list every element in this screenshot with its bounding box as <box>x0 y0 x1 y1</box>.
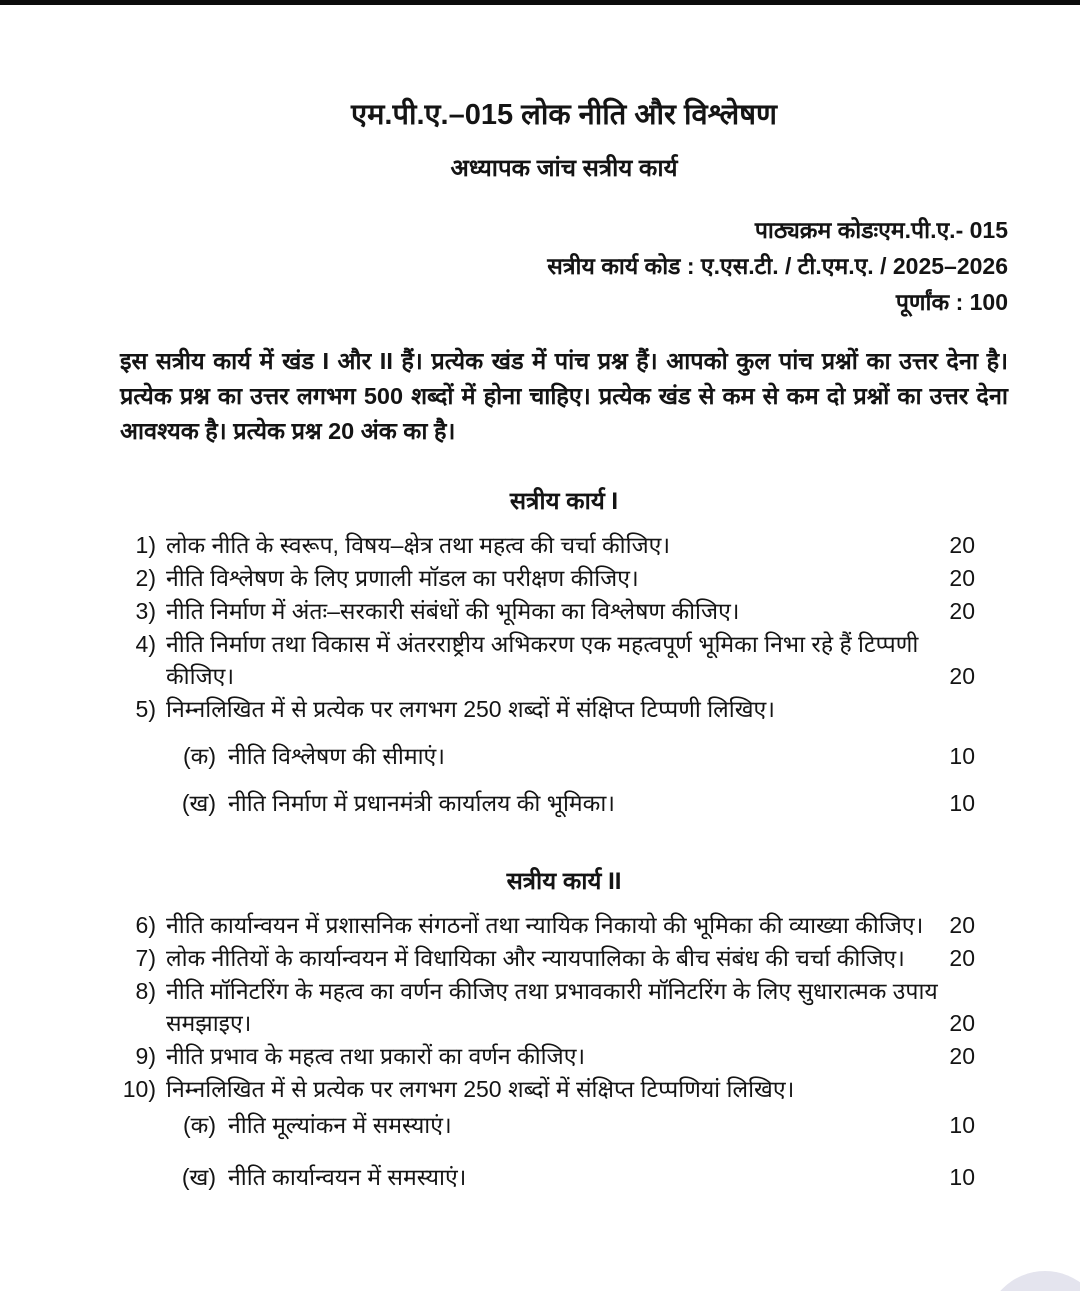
question-marks: 20 <box>949 663 975 689</box>
sub-question-text: नीति निर्माण में प्रधानमंत्री कार्यालय की भूमिका। <box>228 790 615 816</box>
top-border <box>0 0 1080 5</box>
question-marks: 20 <box>949 945 975 971</box>
question-text: निम्नलिखित में से प्रत्येक पर लगभग 250 शब्दों में संक्षिप्त टिप्पणी लिखिए। <box>166 696 775 722</box>
max-marks: पूर्णांक : 100 <box>895 289 1008 315</box>
question-text: लोक नीति के स्वरूप, विषय–क्षेत्र तथा महत्व की चर्चा कीजिए। <box>166 532 671 558</box>
section-2-questions <box>120 909 1008 1193</box>
sub-question-row <box>120 1109 1008 1141</box>
question-row <box>120 529 1008 561</box>
question-number: 7) <box>135 945 156 971</box>
question-text: नीति निर्माण तथा विकास में अंतरराष्ट्रीय अभिकरण एक महत्वपूर्ण भूमिका निभा रहे हैं टिप्पणी कीजिए। <box>166 631 919 689</box>
question-number: 10) <box>122 1076 156 1102</box>
page-subtitle: अध्यापक जांच सत्रीय कार्य <box>450 155 678 182</box>
page-title: एम.पी.ए.–015 लोक नीति और विश्लेषण <box>351 99 777 131</box>
meta-block <box>120 212 1008 320</box>
question-number: 9) <box>135 1043 156 1069</box>
question-number: 5) <box>135 696 156 722</box>
question-row <box>120 628 1008 692</box>
course-code: पाठ्यक्रम कोडःएम.पी.ए.- 015 <box>754 217 1008 243</box>
section-2-heading: सत्रीय कार्य II <box>506 868 622 895</box>
instructions-paragraph: इस सत्रीय कार्य में खंड I और II हैं। प्रत्येक खंड में पांच प्रश्न हैं। आपको कुल पांच प्रश्नों का उत्तर देना है। प्रत्येक प्रश्न का उत्तर लगभग 500 शब्दों में होना चाहिए। प्रत्येक खंड से कम से कम दो प्रश्नों का उत्तर देना आवश्यक है। प्रत्येक प्रश्न 20 अंक का है। <box>120 348 1008 444</box>
question-row <box>120 909 1008 941</box>
question-marks: 20 <box>949 912 975 938</box>
floating-action-button[interactable] <box>985 1271 1080 1291</box>
question-marks: 20 <box>949 532 975 558</box>
question-text: नीति प्रभाव के महत्व तथा प्रकारों का वर्णन कीजिए। <box>166 1043 586 1069</box>
sub-question-number: (क) <box>183 1112 216 1138</box>
sub-question-marks: 10 <box>949 1112 975 1138</box>
section-2 <box>120 867 1008 1193</box>
section-1-questions <box>120 529 1008 819</box>
question-text: निम्नलिखित में से प्रत्येक पर लगभग 250 शब्दों में संक्षिप्त टिप्पणियां लिखिए। <box>166 1076 795 1102</box>
question-row <box>120 1073 1008 1105</box>
sub-question-marks: 10 <box>949 790 975 816</box>
question-number: 8) <box>135 978 156 1004</box>
question-number: 1) <box>135 532 156 558</box>
question-text: नीति कार्यान्वयन में प्रशासनिक संगठनों तथा न्यायिक निकायो की भूमिका की व्याख्या कीजिए। <box>166 912 924 938</box>
sub-question-marks: 10 <box>949 1164 975 1190</box>
sub-question-row <box>120 1161 1008 1193</box>
question-number: 6) <box>135 912 156 938</box>
section-1-heading: सत्रीय कार्य I <box>509 488 619 515</box>
question-marks: 20 <box>949 1043 975 1069</box>
sub-question-marks: 10 <box>949 743 975 769</box>
sub-question-text: नीति कार्यान्वयन में समस्याएं। <box>228 1164 467 1190</box>
question-row <box>120 595 1008 627</box>
question-row <box>120 562 1008 594</box>
question-marks: 20 <box>949 565 975 591</box>
assignment-code: सत्रीय कार्य कोड : ए.एस.टी. / टी.एम.ए. / 2025–2026 <box>547 253 1008 279</box>
sub-question-row <box>120 740 1008 772</box>
question-marks: 20 <box>949 1010 975 1036</box>
question-number: 4) <box>135 631 156 657</box>
sub-question-text: नीति विश्लेषण की सीमाएं। <box>228 743 445 769</box>
question-row <box>120 1040 1008 1072</box>
section-1 <box>120 487 1008 819</box>
sub-question-text: नीति मूल्यांकन में समस्याएं। <box>228 1112 452 1138</box>
question-row <box>120 693 1008 725</box>
question-marks: 20 <box>949 598 975 624</box>
question-number: 2) <box>135 565 156 591</box>
question-text: नीति विश्लेषण के लिए प्रणाली मॉडल का परीक्षण कीजिए। <box>166 565 639 591</box>
question-text: लोक नीतियों के कार्यान्वयन में विधायिका और न्यायपालिका के बीच संबंध की चर्चा कीजिए। <box>166 945 905 971</box>
question-number: 3) <box>135 598 156 624</box>
question-row <box>120 942 1008 974</box>
question-text: नीति निर्माण में अंतः–सरकारी संबंधों की भूमिका का विश्लेषण कीजिए। <box>166 598 740 624</box>
sub-question-number: (क) <box>183 743 216 769</box>
sub-question-number: (ख) <box>181 1164 216 1190</box>
sub-question-row <box>120 787 1008 819</box>
sub-question-number: (ख) <box>181 790 216 816</box>
question-text: नीति मॉनिटरिंग के महत्व का वर्णन कीजिए तथा प्रभावकारी मॉनिटरिंग के लिए सुधारात्मक उपाय समझाइए। <box>166 978 938 1036</box>
question-row <box>120 975 1008 1039</box>
